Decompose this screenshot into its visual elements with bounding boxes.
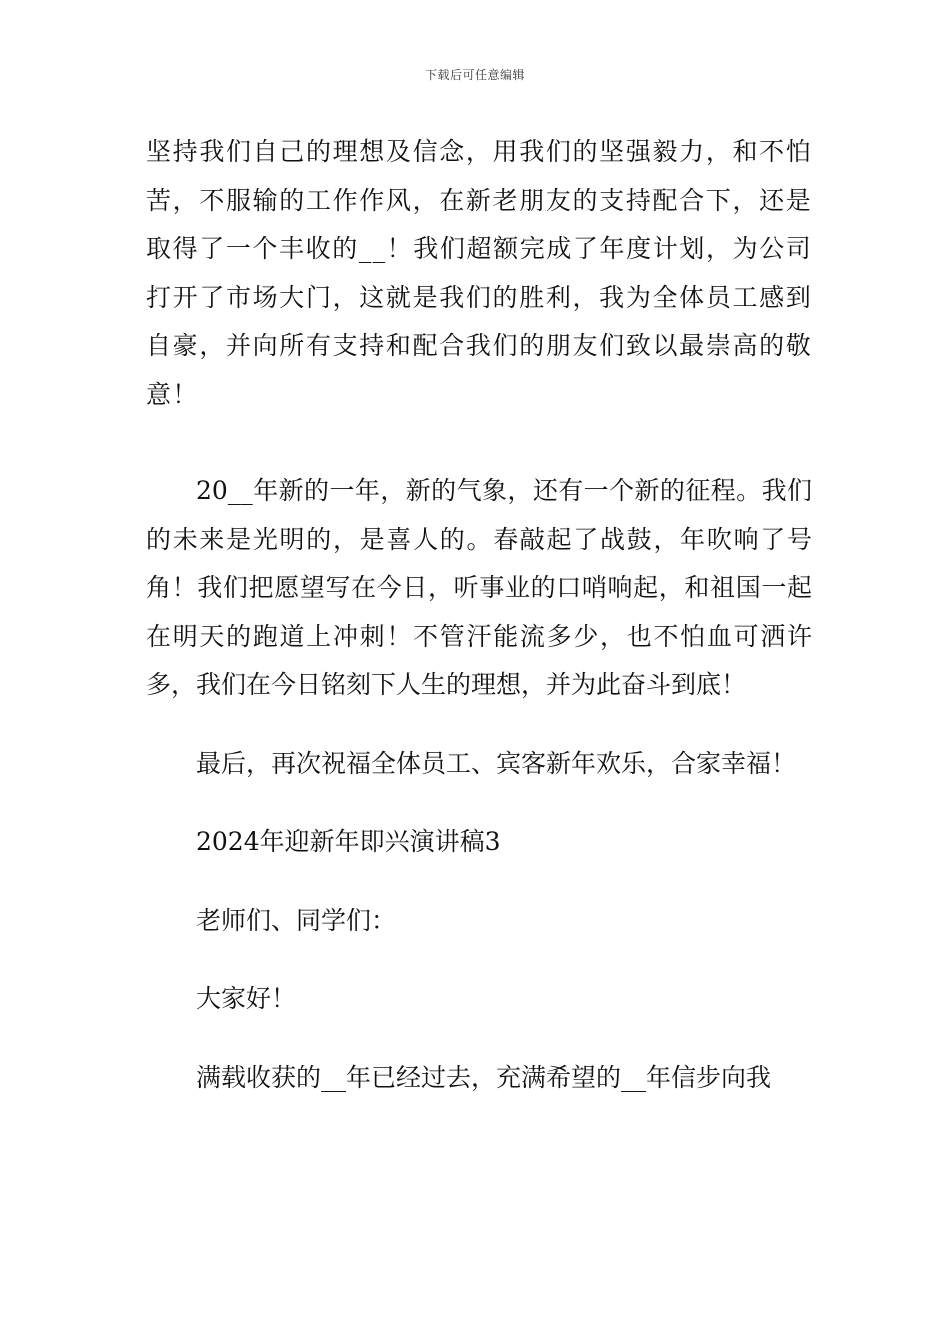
paragraph-4: 满载收获的__年已经过去，充满希望的__年信步向我: [196, 1062, 772, 1092]
section-heading: 2024年迎新年即兴演讲稿3: [196, 827, 501, 856]
paragraph-3: 最后，再次祝福全体员工、宾客新年欢乐，合家幸福！: [196, 748, 797, 778]
paragraph-2: 20__年新的一年，新的气象，还有一个新的征程。我们的未来是光明的，是喜人的。春敲起了战鼓，年吹响了号角！我们把愿望写在今日，听事业的口哨响起，和祖国一起在明天的跑道上冲刺！不管汗能流多少，也不怕血可洒许多，我们在今日铭刻下人生的理想，并为此奋斗到底！: [146, 476, 812, 699]
salutation: 老师们、同学们：: [196, 905, 397, 935]
paragraph-1: 坚持我们自己的理想及信念，用我们的坚强毅力，和不怕苦，不服输的工作作风，在新老朋友的支持配合下，还是取得了一个丰收的__！我们超额完成了年度计划，为公司打开了市场大门，这就是我们的胜利，我为全体员工感到自豪，并向所有支持和配合我们的朋友们致以最崇高的敬意！: [146, 137, 812, 409]
header-note: 下载后可任意编辑: [424, 68, 525, 82]
document-body: [146, 128, 812, 1102]
greeting: 大家好！: [196, 984, 297, 1013]
